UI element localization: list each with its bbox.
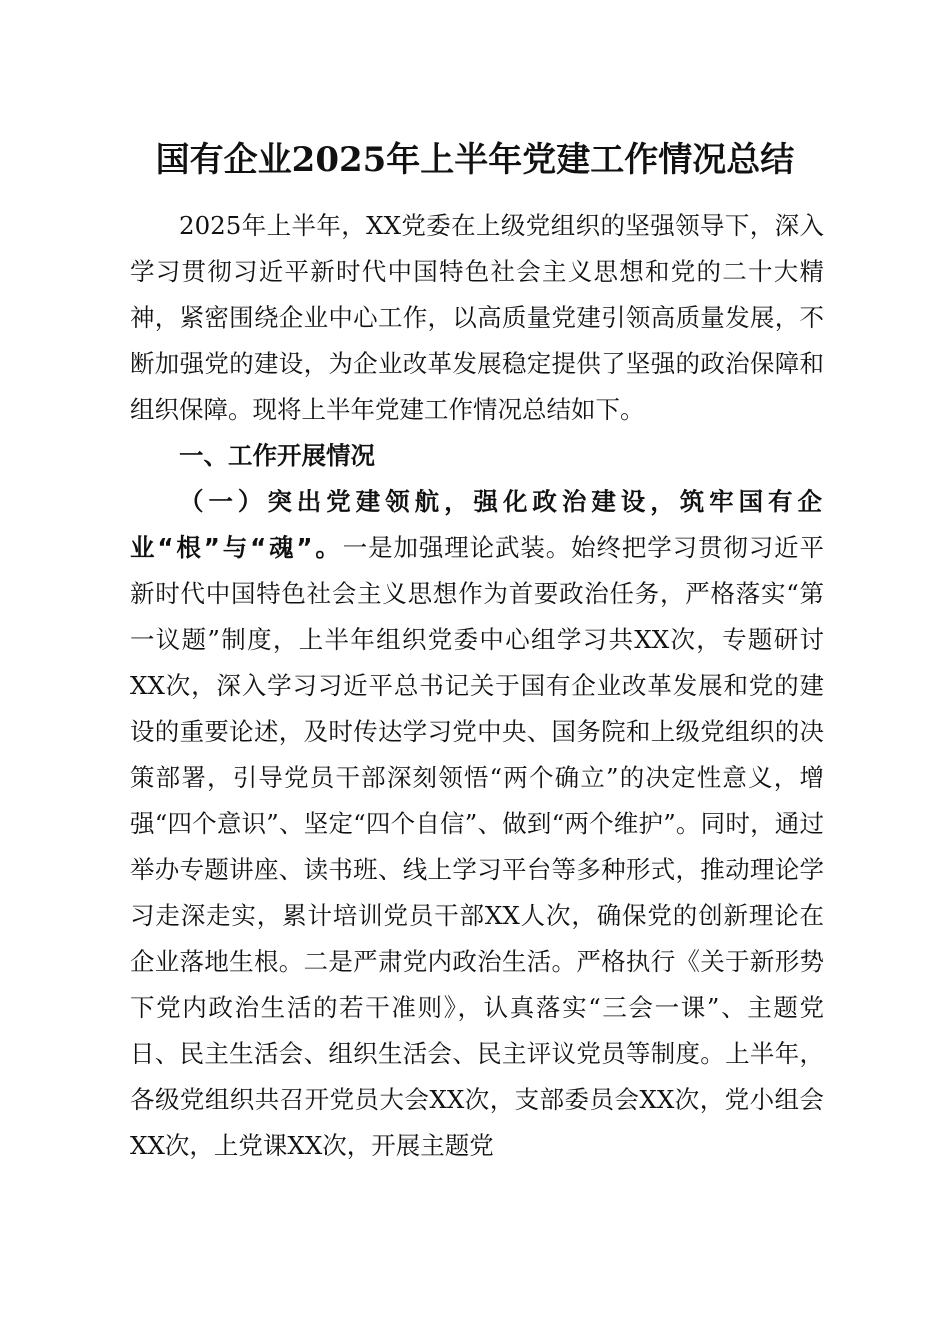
subsection-heading-1: （一）突出党建领航，强化政治建设，筑牢国有企业“根”与“魂”。 (130, 487, 824, 562)
section-heading-1: 一、工作开展情况 (179, 441, 375, 470)
document-title: 国有企业2025年上半年党建工作情况总结 (155, 140, 795, 180)
subsection-paragraph-1 (130, 479, 824, 1169)
intro-paragraph: 2025年上半年，XX党委在上级党组织的坚强领导下，深入学习贯彻习近平新时代中国特色社会主义思想和党的二十大精神，紧密围绕企业中心工作，以高质量党建引领高质量发展，不断加强党的建设，为企业改革发展稳定提供了坚强的政治保障和组织保障。现将上半年党建工作情况总结如下。 (130, 211, 824, 424)
document-body (130, 203, 824, 1169)
subsection-body-1: 一是加强理论武装。始终把学习贯彻习近平新时代中国特色社会主义思想作为首要政治任务，严格落实“第一议题”制度，上半年组织党委中心组学习共XX次，专题研讨XX次，深入学习习近平总书记关于国有企业改革发展和党的建设的重要论述，及时传达学习党中央、国务院和上级党组织的决策部署，引导党员干部深刻领悟“两个确立”的决定性意义，增强“四个意识”、坚定“四个自信”、做到“两个维护”。同时，通过举办专题讲座、读书班、线上学习平台等多种形式，推动理论学习走深走实，累计培训党员干部XX人次，确保党的创新理论在企业落地生根。二是严肃党内政治生活。严格执行《关于新形势下党内政治生活的若干准则》，认真落实“三会一课”、主题党日、民主生活会、组织生活会、民主评议党员等制度。上半年，各级党组织共召开党员大会XX次，支部委员会XX次，党小组会XX次，上党课XX次，开展主题党 (130, 533, 824, 1160)
